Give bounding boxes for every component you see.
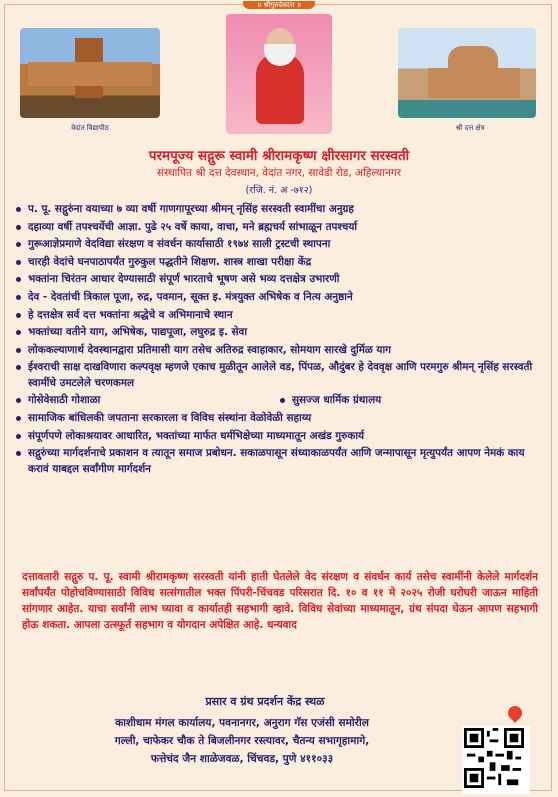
list-item: सामाजिक बांधिलकी जपताना सरकारला व विविध संस्थांना वेळोवेळी सहाय्य: [14, 411, 542, 426]
list-item: देव - देवतांची त्रिकाल पूजा, रुद्र, पवमान, सूक्त इ. मंत्रयुक्त अभिषेक व नित्य अनुष्ठाने: [14, 290, 542, 305]
venue-title: प्रसार व ग्रंथ प्रदर्शन केंद्र स्थळ: [205, 695, 325, 708]
list-item: सद्गुरुंच्या मार्गदर्शनाचे प्रकाशन व त्यातून समाज प्रबोधन. सकाळपासून संध्याकाळपर्यंत आणि जन्मापासून मृत्युपर्यंत आपण नेमकं काय करावं याबद्दल सर्वांगीण मार्गदर्शन: [14, 446, 542, 477]
venue-line: गल्ली, चाफेकर चौक ते बिजलीनगर रस्त्यावर, चैतन्य सभागृहामागे,: [114, 735, 370, 747]
feature-list: [14, 202, 542, 479]
venue-address: [32, 714, 452, 768]
page-title: परमपूज्य सद्गुरू स्वामी श्रीरामकृष्ण क्षीरसागर सरस्वती: [148, 148, 410, 164]
list-item: चारही वेदांचे घनपाठापर्यंत गुरुकुल पद्धतीने शिक्षण. शास्त्र शाखा परीक्षा केंद्र: [14, 255, 542, 270]
registration-number: (रजि. नं. अ -७१२): [245, 185, 313, 196]
list-item: भक्तांना चिरंतन आधार देण्यासाठी संपूर्ण भारताचे भूषण असे भव्य दत्तक्षेत्र उभारणी: [14, 272, 542, 287]
list-item: गुरूआज्ञेप्रमाणे वेदविद्या संरक्षण व संवर्धन कार्यासाठी १९७४ साली ट्रस्टची स्थापना: [14, 237, 542, 252]
list-item: लोककल्याणार्थ देवस्थानद्वारा प्रतिमासी याग तसेच अतिरुद्र स्वाहाकार, सोमयाग सारखे दुर्मिळ याग: [14, 343, 542, 358]
goshala-item: गोसेवेसाठी गोशाळा: [28, 394, 101, 407]
caption-right: श्री दत्त क्षेत्र: [455, 124, 485, 132]
subtitle: संस्थापित श्री दत्त देवस्थान, वेदांत नगर, सावेडी रोड, अहिल्यानगर: [156, 167, 402, 179]
list-item: ईश्वराची साक्ष दाखविणारा कल्पवृक्ष म्हणजे एकाच मुळीतून आलेले वड, पिंपळ, औदुंबर हे देववृक्ष आणि परमगुरु श्रीमन् नृसिंह सरस्वती स्वामींचे उमटलेले चरणकमल: [14, 360, 542, 391]
swami-portrait: [226, 14, 332, 134]
datta-kshetra-photo: [398, 28, 536, 118]
list-item: दहाव्या वर्षी तपश्चर्येची आज्ञा. पुढे २५ वर्षे काया, वाचा, मने ब्रह्मचर्य सांभाळून तपश्चर्या: [14, 220, 542, 235]
list-item: हे दत्तक्षेत्र सर्व दत्त भक्तांना श्रद्धेचे व अभिमानाचे स्थान: [14, 308, 542, 323]
vidyapeeth-photo: [20, 28, 160, 118]
library-item: सुसज्ज धार्मिक ग्रंथालय: [278, 393, 542, 408]
list-item: प. पू. सद्गुरुंना वयाच्या ७ व्या वर्षी गाणगापूरच्या श्रीमन् नृसिंह सरस्वती स्वामींचा अनुग्रह: [14, 202, 542, 217]
list-item: भक्तांच्या वतीने याग, अभिषेक, पाद्यपूजा, लघुरुद्र इ. सेवा: [14, 325, 542, 340]
qr-code[interactable]: [462, 726, 530, 794]
appeal-paragraph: दत्तावतारी सद्गुरु प. पू. स्वामी श्रीरामकृष्ण सरस्वती यांनी हाती घेतलेले वेद संरक्षण व संवर्धन कार्य तसेच स्वामींनी केलेले मार्गदर्शन सर्वांपर्यंत पोहोचविण्यासाठी विविध सत्संगातील भक्त पिंपरी-चिंचवड परिसरात दि. १० व ११ मे २०२५ रोजी घरोघरी जाऊन माहिती सांगणार आहेत. याचा सर्वांनी लाभ घ्यावा व कार्यातही सहभागी व्हावे. विविध सेवांच्या माध्यमातून, ग्रंथ संपदा घेऊन आपण सहभागी होऊ शकता. आपला उत्स्फूर्त सहभाग व योगदान अपेक्षित आहे. धन्यवाद: [22, 571, 538, 631]
venue-line: फत्तेचंद जैन शाळेजवळ, चिंचवड, पुणे ४११०३३: [150, 753, 334, 765]
list-item: संपूर्णपणे लोकाश्रयावर आधारित, भक्तांच्या मार्फत धर्मभिक्षेच्या माध्यमातून अखंड गुरुकार्य: [14, 429, 542, 444]
venue-line: काशीधाम मंगल कार्यालय, पवनानगर, अनुराग गॅस एजंसी समोरील: [115, 717, 369, 729]
qr-code-icon: [464, 728, 524, 788]
caption-left: वेदांत विद्यापीठ: [71, 124, 109, 132]
list-item-split: [14, 393, 542, 408]
top-banner: ॥ श्रीगुरुदेवदत्त ॥: [0, 0, 558, 10]
